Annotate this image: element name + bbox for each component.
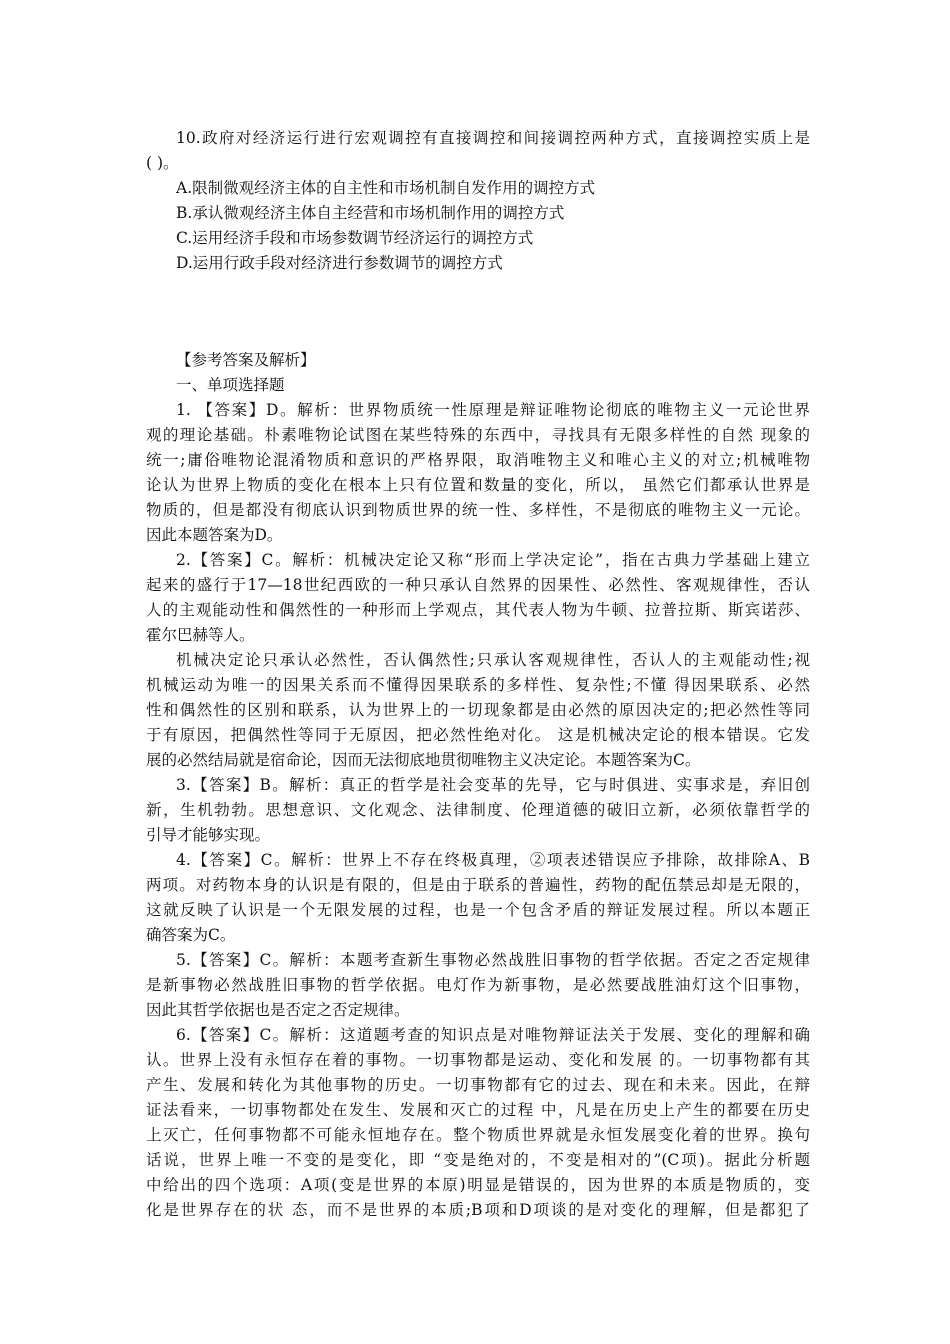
answer-line: 统一;庸俗唯物论混淆物质和意识的严格界限，取消唯物主义和唯心主义的对立;机械唯物: [146, 451, 810, 469]
answer-line: 新，生机勃勃。思想意识、文化观念、法律制度、伦理道德的破旧立新，必须依靠哲学的: [146, 801, 810, 819]
answer-line: 是新事物必然战胜旧事物的哲学依据。电灯作为新事物，是必然要战胜油灯这个旧事物，: [146, 976, 810, 994]
option-a: A.限制微观经济主体的自主性和市场机制自发作用的调控方式: [176, 179, 596, 197]
answer-line: 于有原因，把偶然性等同于无原因，把必然性绝对化。 这是机械决定论的根本错误。它发: [146, 726, 810, 744]
answer-line: 4.【答案】C。解析：世界上不存在终极真理，②项表述错误应予排除，故排除A、B: [176, 851, 810, 869]
answer-6: [146, 1023, 810, 1223]
document-page: [146, 126, 810, 1223]
answers-title: 【参考答案及解析】: [176, 351, 316, 369]
answer-line: 话说，世界上唯一不变的是变化，即 “变是绝对的，不变是相对的”(C项)。据此分析题: [146, 1151, 810, 1169]
answer-line: 5.【答案】C。解析：本题考查新生事物必然战胜旧事物的哲学依据。否定之否定规律: [176, 951, 810, 969]
answer-line: 这就反映了认识是一个无限发展的过程，也是一个包含矛盾的辩证发展过程。所以本题正: [146, 901, 810, 919]
answer-line: 6.【答案】C。解析：这道题考查的知识点是对唯物辩证法关于发展、变化的理解和确: [176, 1026, 810, 1044]
option-d: D.运用行政手段对经济进行参数调节的调控方式: [176, 254, 503, 272]
answer-5: [146, 948, 810, 1023]
answer-line: 起来的盛行于17—18世纪西欧的一种只承认自然界的因果性、必然性、客观规律性，否认: [146, 576, 810, 594]
answer-line: 机械运动为唯一的因果关系而不懂得因果联系的多样性、复杂性;不懂 得因果联系、必然: [146, 676, 810, 694]
section-heading: 一、单项选择题: [176, 376, 285, 394]
answer-line: 霍尔巴赫等人。: [146, 626, 255, 644]
question-text-line: 10.政府对经济运行进行宏观调控有直接调控和间接调控两种方式，直接调控实质上是: [176, 129, 810, 147]
answer-2: [146, 548, 810, 648]
answer-line: 中给出的四个选项：A项(变是世界的本原)明显是错误的，因为世界的本质是物质的，变: [146, 1176, 810, 1194]
answer-line: 因此其哲学依据也是否定之否定规律。: [146, 1001, 410, 1019]
answer-line: 1. 【答案】D。解析：世界物质统一性原理是辩证唯物论彻底的唯物主义一元论世界: [176, 401, 810, 419]
answer-line: 两项。对药物本身的认识是有限的，但是由于联系的普遍性，药物的配伍禁忌却是无限的，: [146, 876, 810, 894]
option-c: C.运用经济手段和市场参数调节经济运行的调控方式: [176, 229, 534, 247]
answer-line: 证法看来，一切事物都处在发生、发展和灭亡的过程 中，凡是在历史上产生的都要在历史: [146, 1101, 810, 1119]
answer-line: 上灭亡，任何事物都不可能永恒地存在。整个物质世界就是永恒发展变化着的世界。换句: [146, 1126, 810, 1144]
answer-line: 因此本题答案为D。: [146, 526, 283, 544]
answer-line: 确答案为C。: [146, 926, 236, 944]
answer-line: 论认为世界上物质的变化在根本上只有位置和数量的变化，所以， 虽然它们都承认世界是: [146, 476, 810, 494]
answer-line: 人的主观能动性和偶然性的一种形而上学观点，其代表人物为牛顿、拉普拉斯、斯宾诺莎、: [146, 601, 810, 619]
answer-line: 机械决定论只承认必然性，否认偶然性;只承认客观规律性，否认人的主观能动性;视: [176, 651, 810, 669]
question-10: [146, 126, 810, 276]
answer-2-continued: [146, 648, 810, 773]
section-gap: [146, 276, 810, 348]
answer-line: 化是世界存在的状 态，而不是世界的本质;B项和D项谈的是对变化的理解，但是都犯了: [146, 1201, 810, 1219]
answer-line: 引导才能够实现。: [146, 826, 271, 844]
answer-line: 2.【答案】C。解析：机械决定论又称“形而上学决定论”，指在古典力学基础上建立: [176, 551, 810, 569]
answer-line: 观的理论基础。朴素唯物论试图在某些特殊的东西中，寻找具有无限多样性的自然 现象的: [146, 426, 810, 444]
answer-line: 性和偶然性的区别和联系，认为世界上的一切现象都是由必然的原因决定的;把必然性等同: [146, 701, 810, 719]
option-b: B.承认微观经济主体自主经营和市场机制作用的调控方式: [176, 204, 565, 222]
answer-line: 产生、发展和转化为其他事物的历史。一切事物都有它的过去、现在和未来。因此，在辩: [146, 1076, 810, 1094]
answer-line: 展的必然结局就是宿命论，因而无法彻底地贯彻唯物主义决定论。本题答案为C。: [146, 751, 701, 769]
answer-1: [146, 398, 810, 548]
answer-line: 认。世界上没有永恒存在着的事物。一切事物都是运动、变化和发展 的。一切事物都有其: [146, 1051, 810, 1069]
answer-3: [146, 773, 810, 848]
answer-4: [146, 848, 810, 948]
question-text-line: ( )。: [146, 154, 179, 172]
answer-line: 3.【答案】B。解析：真正的哲学是社会变革的先导，它与时俱进、实事求是，弃旧创: [176, 776, 810, 794]
answer-line: 物质的，但是都没有彻底认识到物质世界的统一性、多样性，不是彻底的唯物主义一元论。: [146, 501, 810, 519]
